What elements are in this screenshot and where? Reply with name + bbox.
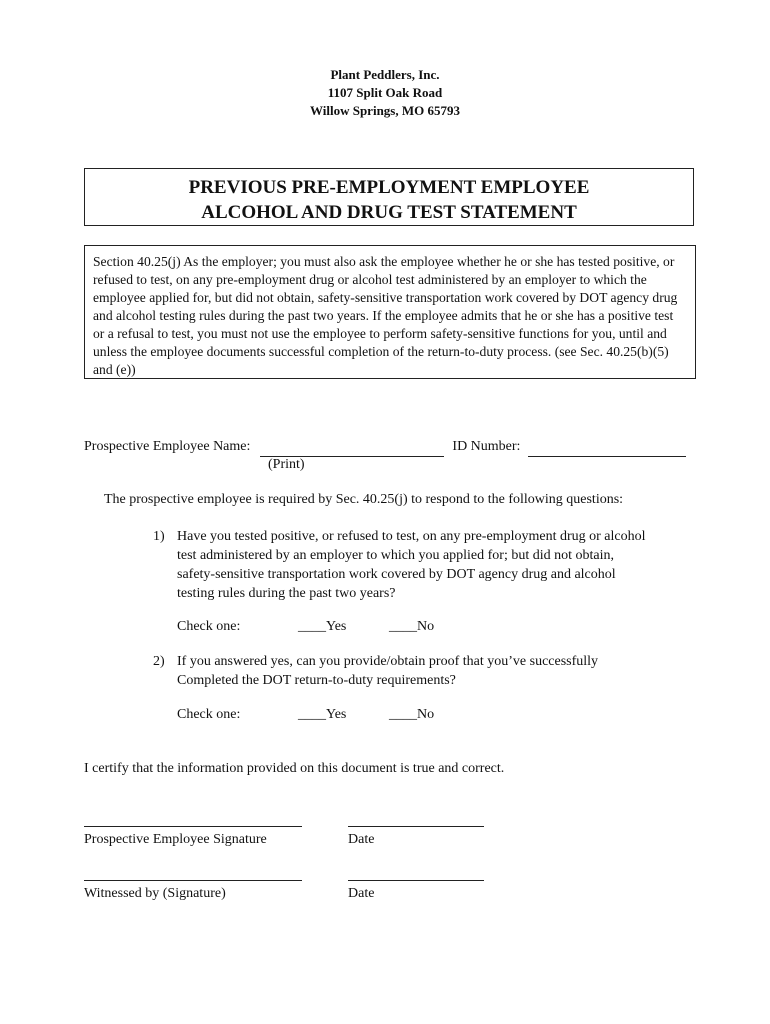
regulation-section-box <box>84 245 696 379</box>
witness-signature-line[interactable] <box>84 880 302 881</box>
company-city: Willow Springs, MO 65793 <box>309 103 460 118</box>
question-2-text: If you answered yes, can you provide/obtain proof that you’ve successfully Completed the DOT return-to-duty requirements? <box>177 654 599 688</box>
question-1-check-label: Check one: <box>177 619 241 634</box>
certification-statement: I certify that the information provided on this document is true and correct. <box>84 761 505 776</box>
document-title-line-2: ALCOHOL AND DRUG TEST STATEMENT <box>201 202 577 223</box>
company-name: Plant Peddlers, Inc. <box>330 67 440 82</box>
company-header <box>0 66 770 120</box>
question-1-text: Have you tested positive, or refused to test, on any pre-employment drug or alcohol test administered by an employer to which you applied for; but did not obtain, safety-sensitive transportation work covered by DOT agency drug and alcohol testing rules during the past two years? <box>177 529 646 601</box>
id-number-label: ID Number: <box>452 439 521 454</box>
question-1-number: 1) <box>153 529 165 544</box>
employee-signature-line[interactable] <box>84 826 302 827</box>
question-2-check-label: Check one: <box>177 707 241 722</box>
witness-date-line[interactable] <box>348 880 484 881</box>
employee-signature-label: Prospective Employee Signature <box>84 832 267 847</box>
question-1-no-option[interactable]: ____No <box>389 619 435 634</box>
witness-date-label: Date <box>348 886 375 901</box>
document-title-box <box>84 168 694 226</box>
regulation-section-text: Section 40.25(j) As the employer; you must also ask the employee whether he or she has tested positive, or refused to test, on any pre-employment drug or alcohol test administered by an employer to which the employee applied for, but did not obtain, safety-sensitive transportation work covered by DOT agency drug and alcohol testing rules during the past two years. If the employee admits that he or she has a positive test or a refusal to test, you must not use the employee to perform safety-sensitive functions for you, until and unless the employee documents successful completion of the return-to-duty process. (see Sec. 40.25(b)(5) and (e)) <box>93 254 678 377</box>
employee-name-field[interactable] <box>260 438 444 457</box>
question-1-yes-option[interactable]: ____Yes <box>298 619 347 634</box>
question-2-yes-option[interactable]: ____Yes <box>298 707 347 722</box>
company-street: 1107 Split Oak Road <box>327 85 443 100</box>
employee-name-row <box>84 438 686 457</box>
question-2 <box>153 652 653 690</box>
employee-name-label: Prospective Employee Name: <box>84 439 251 454</box>
employee-date-label: Date <box>348 832 375 847</box>
witness-signature-label: Witnessed by (Signature) <box>84 886 226 901</box>
document-title-line-1: PREVIOUS PRE-EMPLOYMENT EMPLOYEE <box>188 177 590 198</box>
question-2-number: 2) <box>153 654 165 669</box>
print-hint: (Print) <box>268 457 305 472</box>
id-number-field[interactable] <box>528 438 686 457</box>
questions-intro: The prospective employee is required by Sec. 40.25(j) to respond to the following questions: <box>104 492 624 507</box>
employee-date-line[interactable] <box>348 826 484 827</box>
question-1 <box>153 527 653 603</box>
question-2-no-option[interactable]: ____No <box>389 707 435 722</box>
